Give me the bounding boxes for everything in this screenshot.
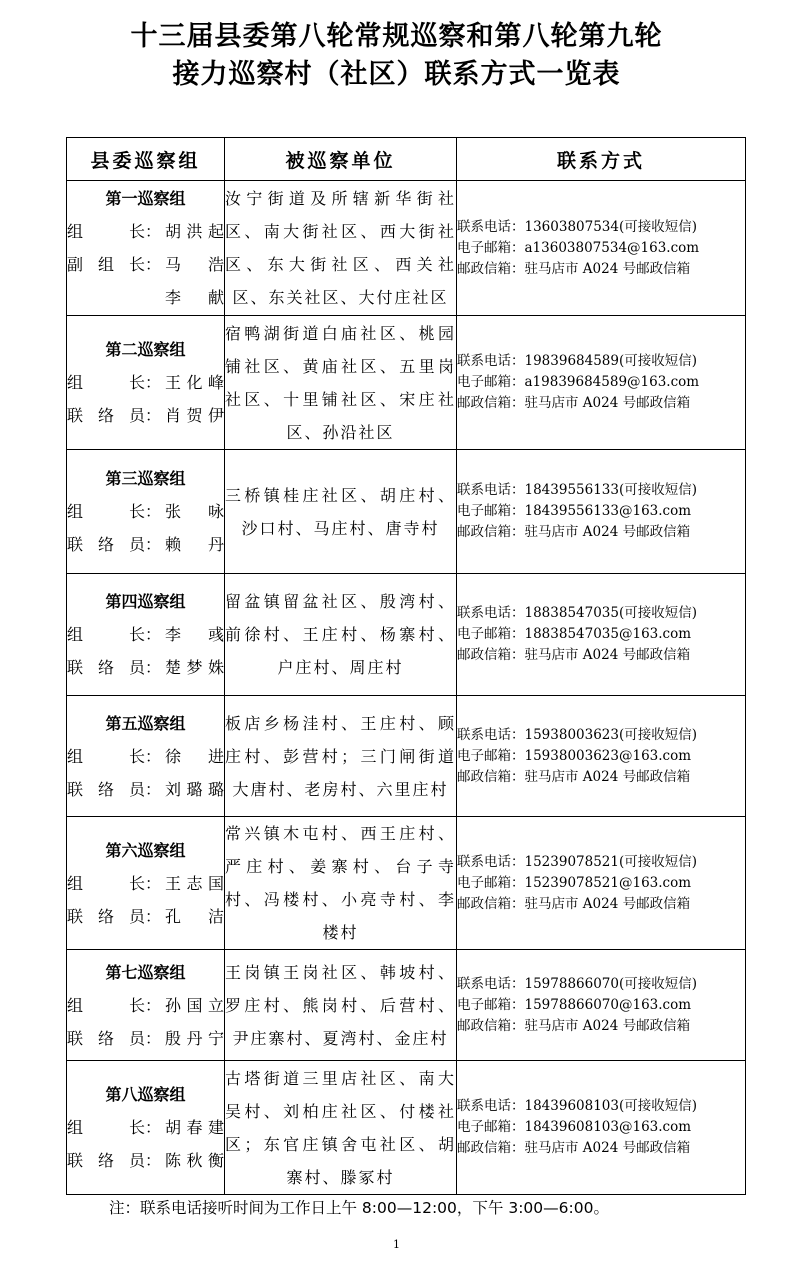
member-line (67, 1111, 224, 1144)
email-line (457, 501, 745, 522)
mail-label: 邮政信箱： (457, 895, 525, 912)
member-name: 马浩 (165, 255, 224, 274)
table-row (67, 316, 746, 450)
group-name: 第八巡察组 (105, 1085, 186, 1104)
member-role: 副组长 (67, 255, 145, 274)
units-cell: 留盆镇留盆社区、殷湾村、前徐村、王庄村、杨寨村、户庄村、周庄村 (225, 574, 457, 696)
member-name: 徐进 (165, 746, 224, 766)
units-cell: 常兴镇木屯村、西王庄村、严庄村、姜寨村、台子寺村、冯楼村、小亮寺村、李楼村 (225, 817, 457, 950)
member-role: 联络员 (67, 1151, 145, 1170)
member-role: 联络员 (67, 1028, 145, 1048)
member-colon: ： (145, 406, 162, 425)
mail-line (457, 522, 745, 543)
table-row (67, 181, 746, 316)
group-name: 第七巡察组 (105, 962, 186, 982)
phone-line (457, 603, 745, 624)
mail-line (457, 1138, 745, 1159)
mail-line (457, 259, 745, 280)
email-label: 电子邮箱： (457, 374, 525, 390)
phone-label: 联系电话： (457, 482, 525, 498)
mail-label: 邮政信箱： (457, 1140, 525, 1156)
phone-label: 联系电话： (457, 726, 525, 743)
mail-value: 驻马店市 A024 号邮政信箱 (524, 1017, 691, 1034)
email-value: 15938003623@163.com (524, 747, 692, 764)
member-colon: ： (145, 1118, 162, 1137)
member-role: 组长 (67, 873, 145, 893)
phone-line (457, 725, 745, 746)
member-colon: ： (145, 658, 162, 677)
group-name: 第一巡察组 (105, 189, 186, 208)
email-line (457, 238, 745, 259)
table-row (67, 696, 746, 817)
contact-cell (457, 950, 746, 1061)
group-cell (67, 574, 225, 696)
footnote: 注：联系电话接听时间为工作日上午 8:00—12:00，下午 3:00—6:00。 (109, 1199, 609, 1217)
member-role: 组长 (67, 222, 145, 241)
phone-value: 15239078521(可接收短信) (524, 853, 698, 870)
email-label: 电子邮箱： (457, 996, 525, 1013)
email-line (457, 1117, 745, 1138)
mail-value: 驻马店市 A024 号邮政信箱 (524, 260, 691, 277)
table-row (67, 1061, 746, 1195)
phone-line (457, 852, 745, 873)
email-label: 电子邮箱： (457, 626, 525, 642)
member-role: 组长 (67, 995, 145, 1015)
mail-label: 邮政信箱： (457, 260, 525, 277)
member-colon: ： (145, 1151, 162, 1170)
member-role: 组长 (67, 1118, 145, 1137)
email-label: 电子邮箱： (457, 747, 525, 764)
member-role: 联络员 (67, 406, 145, 425)
member-role: 组长 (67, 373, 145, 392)
member-name: 陈秋衡 (165, 1151, 224, 1170)
group-name: 第三巡察组 (105, 469, 186, 488)
member-role: 组长 (67, 502, 145, 521)
mail-value: 驻马店市 A024 号邮政信箱 (524, 768, 691, 785)
member-line (67, 215, 224, 248)
member-line (67, 773, 224, 806)
units-cell: 宿鸭湖街道白庙社区、桃园铺社区、黄庙社区、五里岗社区、十里铺社区、宋庄社区、孙沿社区 (225, 316, 457, 450)
phone-value: 13603807534(可接收短信) (524, 218, 698, 235)
phone-label: 联系电话： (457, 1098, 525, 1114)
units-cell: 板店乡杨洼村、王庄村、顾庄村、彭营村；三门闸街道大唐村、老房村、六里庄村 (225, 696, 457, 817)
member-name: 李献 (165, 288, 224, 307)
group-name: 第二巡察组 (105, 340, 186, 359)
group-name: 第四巡察组 (105, 592, 186, 611)
member-line (67, 366, 224, 399)
email-value: 15239078521@163.com (524, 874, 692, 891)
mail-label: 邮政信箱： (457, 524, 525, 540)
member-line (67, 1144, 224, 1177)
email-value: a19839684589@163.com (524, 374, 700, 390)
phone-label: 联系电话： (457, 605, 525, 621)
units-cell: 古塔街道三里店社区、南大吴村、刘柏庄社区、付楼社区；东官庄镇舍屯社区、胡寨村、滕冢村 (225, 1061, 457, 1195)
member-role: 联络员 (67, 906, 145, 926)
contact-cell (457, 1061, 746, 1195)
member-line (67, 900, 224, 933)
table-row (67, 817, 746, 950)
member-colon: ： (145, 873, 162, 893)
contact-cell (457, 574, 746, 696)
member-colon: ： (145, 995, 162, 1015)
member-colon: ： (145, 1028, 162, 1048)
member-name: 楚梦姝 (165, 658, 224, 677)
contact-cell (457, 450, 746, 574)
member-colon: ： (145, 373, 162, 392)
units-cell: 汝宁街道及所辖新华街社区、南大街社区、西大街社区、东大街社区、西关社区、东关社区、大付庄社区 (225, 181, 457, 316)
member-line (67, 248, 224, 281)
group-name: 第六巡察组 (105, 840, 186, 860)
member-role: 联络员 (67, 779, 145, 799)
phone-line (457, 480, 745, 501)
email-value: 18439608103@163.com (524, 1119, 692, 1135)
member-line (67, 651, 224, 684)
member-name: 胡春建 (165, 1118, 224, 1137)
title-line-2: 接力巡察村（社区）联系方式一览表 (172, 59, 621, 90)
member-name: 刘璐璐 (165, 779, 224, 799)
member-colon: ： (145, 535, 162, 554)
member-role: 组长 (67, 746, 145, 766)
mail-value: 驻马店市 A024 号邮政信箱 (524, 524, 691, 540)
header-group: 县委巡察组 (67, 138, 225, 181)
email-line (457, 624, 745, 645)
member-line (67, 1022, 224, 1055)
email-value: a13603807534@163.com (524, 239, 700, 256)
group-cell (67, 316, 225, 450)
member-name: 李彧 (165, 625, 224, 644)
email-label: 电子邮箱： (457, 1119, 525, 1135)
phone-label: 联系电话： (457, 218, 525, 235)
member-line (67, 867, 224, 900)
member-role: 联络员 (67, 658, 145, 677)
member-name: 孙国立 (165, 995, 224, 1015)
contact-cell (457, 696, 746, 817)
member-line (67, 989, 224, 1022)
member-colon: ： (145, 502, 162, 521)
member-role: 联络员 (67, 535, 145, 554)
member-colon: ： (145, 625, 162, 644)
member-line (67, 399, 224, 432)
phone-label: 联系电话： (457, 853, 525, 870)
mail-line (457, 894, 745, 915)
mail-label: 邮政信箱： (457, 395, 525, 411)
email-line (457, 372, 745, 393)
phone-value: 18838547035(可接收短信) (524, 605, 698, 621)
mail-line (457, 393, 745, 414)
email-label: 电子邮箱： (457, 239, 525, 256)
member-name: 胡洪起 (165, 222, 224, 241)
mail-value: 驻马店市 A024 号邮政信箱 (524, 395, 691, 411)
member-line (67, 281, 224, 314)
phone-label: 联系电话： (457, 353, 525, 369)
table-header-row (67, 138, 746, 181)
group-cell (67, 950, 225, 1061)
member-colon: ： (145, 255, 162, 274)
email-label: 电子邮箱： (457, 874, 525, 891)
contact-cell (457, 181, 746, 316)
phone-label: 联系电话： (457, 975, 525, 992)
member-colon: ： (145, 779, 162, 799)
contact-cell (457, 817, 746, 950)
member-role: 组长 (67, 625, 145, 644)
table-row (67, 450, 746, 574)
member-colon: ： (145, 222, 162, 241)
page-number: 1 (393, 1238, 400, 1251)
email-value: 18439556133@163.com (524, 503, 692, 519)
title-line-1: 十三届县委第八轮常规巡察和第八轮第九轮 (130, 21, 663, 52)
phone-line (457, 974, 745, 995)
group-cell (67, 1061, 225, 1195)
table-row (67, 950, 746, 1061)
group-cell (67, 696, 225, 817)
contact-cell (457, 316, 746, 450)
member-colon: ： (145, 746, 162, 766)
mail-line (457, 645, 745, 666)
group-cell (67, 450, 225, 574)
group-name: 第五巡察组 (105, 713, 186, 733)
email-label: 电子邮箱： (457, 503, 525, 519)
header-contact: 联系方式 (457, 138, 746, 181)
member-name: 王志国 (165, 873, 224, 893)
email-line (457, 995, 745, 1016)
mail-line (457, 767, 745, 788)
mail-label: 邮政信箱： (457, 647, 525, 663)
email-line (457, 746, 745, 767)
units-cell: 三桥镇桂庄社区、胡庄村、沙口村、马庄村、唐寺村 (225, 450, 457, 574)
email-line (457, 873, 745, 894)
group-cell (67, 817, 225, 950)
phone-value: 18439556133(可接收短信) (524, 482, 698, 498)
member-line (67, 618, 224, 651)
phone-value: 15978866070(可接收短信) (524, 975, 698, 992)
member-name: 肖贺伊 (165, 406, 224, 425)
document-title (0, 18, 793, 94)
table-row (67, 574, 746, 696)
mail-line (457, 1016, 745, 1037)
phone-line (457, 351, 745, 372)
phone-line (457, 217, 745, 238)
contact-table (66, 137, 746, 1195)
email-value: 15978866070@163.com (524, 996, 692, 1013)
units-cell: 王岗镇王岗社区、韩坡村、罗庄村、熊岗村、后营村、尹庄寨村、夏湾村、金庄村 (225, 950, 457, 1061)
mail-label: 邮政信箱： (457, 1017, 525, 1034)
member-name: 张咏 (165, 502, 224, 521)
phone-line (457, 1096, 745, 1117)
email-value: 18838547035@163.com (524, 626, 692, 642)
mail-value: 驻马店市 A024 号邮政信箱 (524, 647, 691, 663)
header-units: 被巡察单位 (225, 138, 457, 181)
mail-value: 驻马店市 A024 号邮政信箱 (524, 895, 691, 912)
phone-value: 15938003623(可接收短信) (524, 726, 698, 743)
member-name: 赖丹 (165, 535, 224, 554)
phone-value: 19839684589(可接收短信) (524, 353, 698, 369)
mail-value: 驻马店市 A024 号邮政信箱 (524, 1140, 691, 1156)
member-line (67, 740, 224, 773)
table-body (67, 181, 746, 1195)
member-line (67, 528, 224, 561)
member-name: 殷丹宁 (165, 1028, 224, 1048)
member-colon: ： (145, 906, 162, 926)
member-name: 孔洁 (165, 906, 224, 926)
group-cell (67, 181, 225, 316)
member-name: 王化峰 (165, 373, 224, 392)
mail-label: 邮政信箱： (457, 768, 525, 785)
member-line (67, 495, 224, 528)
phone-value: 18439608103(可接收短信) (524, 1098, 698, 1114)
